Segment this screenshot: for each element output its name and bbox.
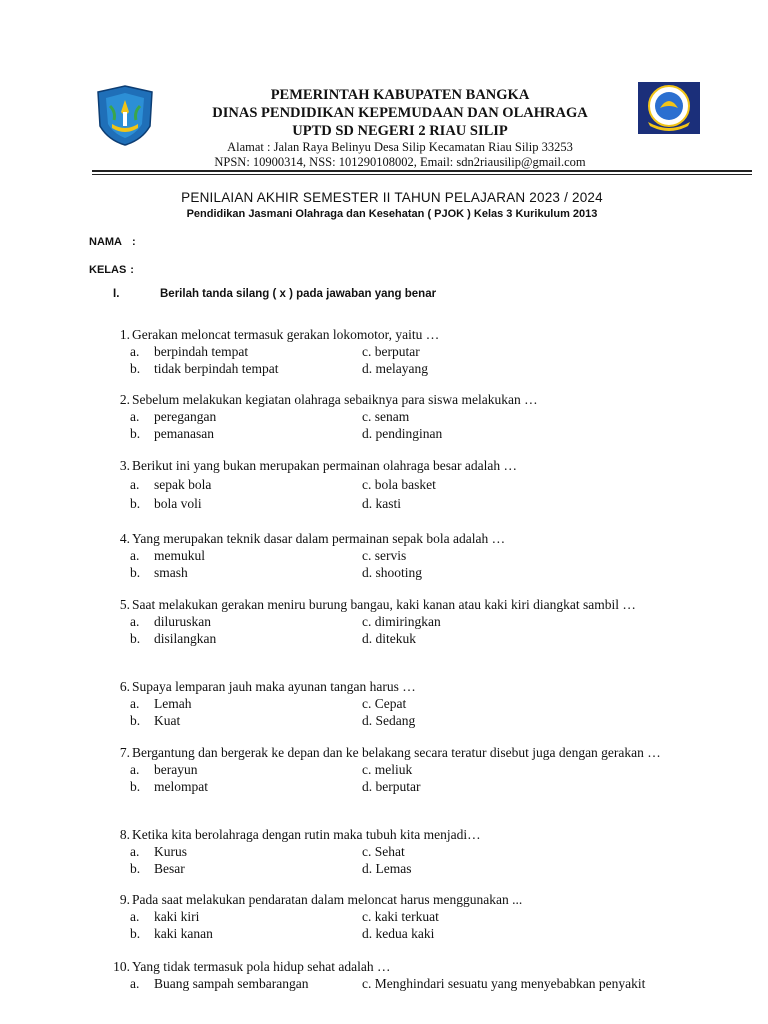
option-d[interactable]: d. Sedang: [362, 712, 416, 728]
question-number: 7.: [119, 745, 130, 760]
option-a[interactable]: a. sepak bola: [130, 476, 212, 492]
question-text: Saat melakukan gerakan meniru burung bangau, kaki kanan atau kaki kiri diangkat sambil …: [132, 597, 636, 612]
option-d[interactable]: d. Lemas: [362, 860, 412, 876]
option-b[interactable]: b. tidak berpindah tempat: [130, 360, 279, 376]
letterhead-address: Alamat : Jalan Raya Belinyu Desa Silip Kecamatan Riau Silip 33253: [227, 140, 573, 154]
question-text: Yang merupakan teknik dasar dalam permainan sepak bola adalah …: [132, 531, 506, 546]
option-c[interactable]: c. dimiringkan: [362, 613, 441, 629]
option-a[interactable]: a. Buang sampah sembarangan: [130, 975, 309, 991]
option-d[interactable]: d. ditekuk: [362, 630, 416, 646]
section-text: Berilah tanda silang ( x ) pada jawaban yang benar: [160, 288, 437, 300]
question-text: Yang tidak termasuk pola hidup sehat adalah …: [132, 959, 391, 974]
option-a[interactable]: a. Kurus: [130, 843, 187, 859]
option-c[interactable]: c. Menghindari sesuatu yang menyebabkan penyakit: [362, 975, 646, 991]
question-6: [108, 679, 698, 730]
option-c[interactable]: c. Cepat: [362, 695, 407, 711]
option-a[interactable]: a. berayun: [130, 761, 198, 777]
option-a[interactable]: a. diluruskan: [130, 613, 211, 629]
exam-title: PENILAIAN AKHIR SEMESTER II TAHUN PELAJARAN 2023 / 2024: [181, 190, 603, 205]
class-field: [89, 264, 134, 276]
question-number: 10.: [113, 959, 130, 974]
question-number: 9.: [119, 892, 130, 907]
option-a[interactable]: a. kaki kiri: [130, 908, 200, 924]
letterhead-school: UPTD SD NEGERI 2 RIAU SILIP: [292, 123, 508, 139]
letterhead-department: DINAS PENDIDIKAN KEPEMUDAAN DAN OLAHRAGA: [212, 105, 588, 121]
question-5: [108, 597, 698, 648]
option-d[interactable]: d. kedua kaki: [362, 925, 435, 941]
option-c[interactable]: c. senam: [362, 408, 410, 424]
name-label: NAMA: [89, 236, 122, 248]
option-d[interactable]: d. melayang: [362, 360, 428, 376]
question-text: Gerakan meloncat termasuk gerakan lokomotor, yaitu …: [132, 327, 440, 342]
exam-subtitle: Pendidikan Jasmani Olahraga dan Kesehatan ( PJOK ) Kelas 3 Kurikulum 2013: [186, 208, 598, 220]
option-c[interactable]: c. kaki terkuat: [362, 908, 439, 924]
question-number: 1.: [119, 327, 130, 342]
question-8: [108, 827, 698, 878]
question-number: 8.: [119, 827, 130, 842]
name-field: [89, 236, 136, 248]
option-a[interactable]: a. memukul: [130, 547, 205, 563]
tut-wuri-handayani-logo: [638, 82, 700, 134]
question-number: 5.: [119, 597, 130, 612]
option-b[interactable]: b. Kuat: [130, 712, 181, 728]
section-number: I.: [113, 288, 120, 300]
question-text: Supaya lemparan jauh maka ayunan tangan harus …: [132, 679, 416, 694]
option-c[interactable]: c. bola basket: [362, 476, 436, 492]
question-text: Berikut ini yang bukan merupakan permainan olahraga besar adalah …: [132, 458, 517, 473]
option-b[interactable]: b. Besar: [130, 860, 185, 876]
option-c[interactable]: c. meliuk: [362, 761, 413, 777]
option-b[interactable]: b. disilangkan: [130, 630, 217, 646]
option-a[interactable]: a. berpindah tempat: [130, 343, 249, 359]
question-1: [108, 327, 698, 378]
option-c[interactable]: c. Sehat: [362, 843, 405, 859]
class-colon: :: [130, 264, 134, 276]
option-b[interactable]: b. bola voli: [130, 495, 202, 511]
option-b[interactable]: b. kaki kanan: [130, 925, 213, 941]
question-text: Sebelum melakukan kegiatan olahraga sebaiknya para siswa melakukan …: [132, 392, 538, 407]
question-10: [108, 959, 698, 994]
option-d[interactable]: d. kasti: [362, 495, 401, 511]
section-instruction: [113, 288, 437, 300]
option-b[interactable]: b. smash: [130, 564, 188, 580]
question-number: 6.: [119, 679, 130, 694]
letterhead-government: PEMERINTAH KABUPATEN BANGKA: [270, 87, 530, 103]
question-9: [108, 892, 698, 943]
exam-title-block: [162, 189, 622, 222]
option-c[interactable]: c. berputar: [362, 343, 420, 359]
question-7: [108, 745, 698, 796]
class-label: KELAS: [89, 264, 127, 276]
option-a[interactable]: a. peregangan: [130, 408, 217, 424]
option-b[interactable]: b. pemanasan: [130, 425, 214, 441]
question-3: [108, 458, 698, 509]
kabupaten-bangka-logo: [92, 82, 158, 148]
option-d[interactable]: d. berputar: [362, 778, 421, 794]
option-d[interactable]: d. pendinginan: [362, 425, 443, 441]
option-d[interactable]: d. shooting: [362, 564, 423, 580]
option-c[interactable]: c. servis: [362, 547, 407, 563]
question-text: Ketika kita berolahraga dengan rutin maka tubuh kita menjadi…: [132, 827, 481, 842]
question-2: [108, 392, 698, 443]
name-colon: :: [132, 236, 136, 248]
option-b[interactable]: b. melompat: [130, 778, 208, 794]
question-number: 2.: [119, 392, 130, 407]
header-divider-thin: [92, 174, 752, 175]
question-4: [108, 531, 698, 582]
option-a[interactable]: a. Lemah: [130, 695, 192, 711]
question-text: Bergantung dan bergerak ke depan dan ke belakang secara teratur disebut juga dengan gerakan …: [132, 745, 661, 760]
header-divider-thick: [92, 170, 752, 172]
question-text: Pada saat melakukan pendaratan dalam meloncat harus menggunakan ...: [132, 892, 523, 907]
letterhead: [170, 86, 630, 170]
letterhead-contact: NPSN: 10900314, NSS: 101290108002, Email: sdn2riausilip@gmail.com: [214, 155, 586, 169]
question-number: 4.: [119, 531, 130, 546]
question-number: 3.: [119, 458, 130, 473]
